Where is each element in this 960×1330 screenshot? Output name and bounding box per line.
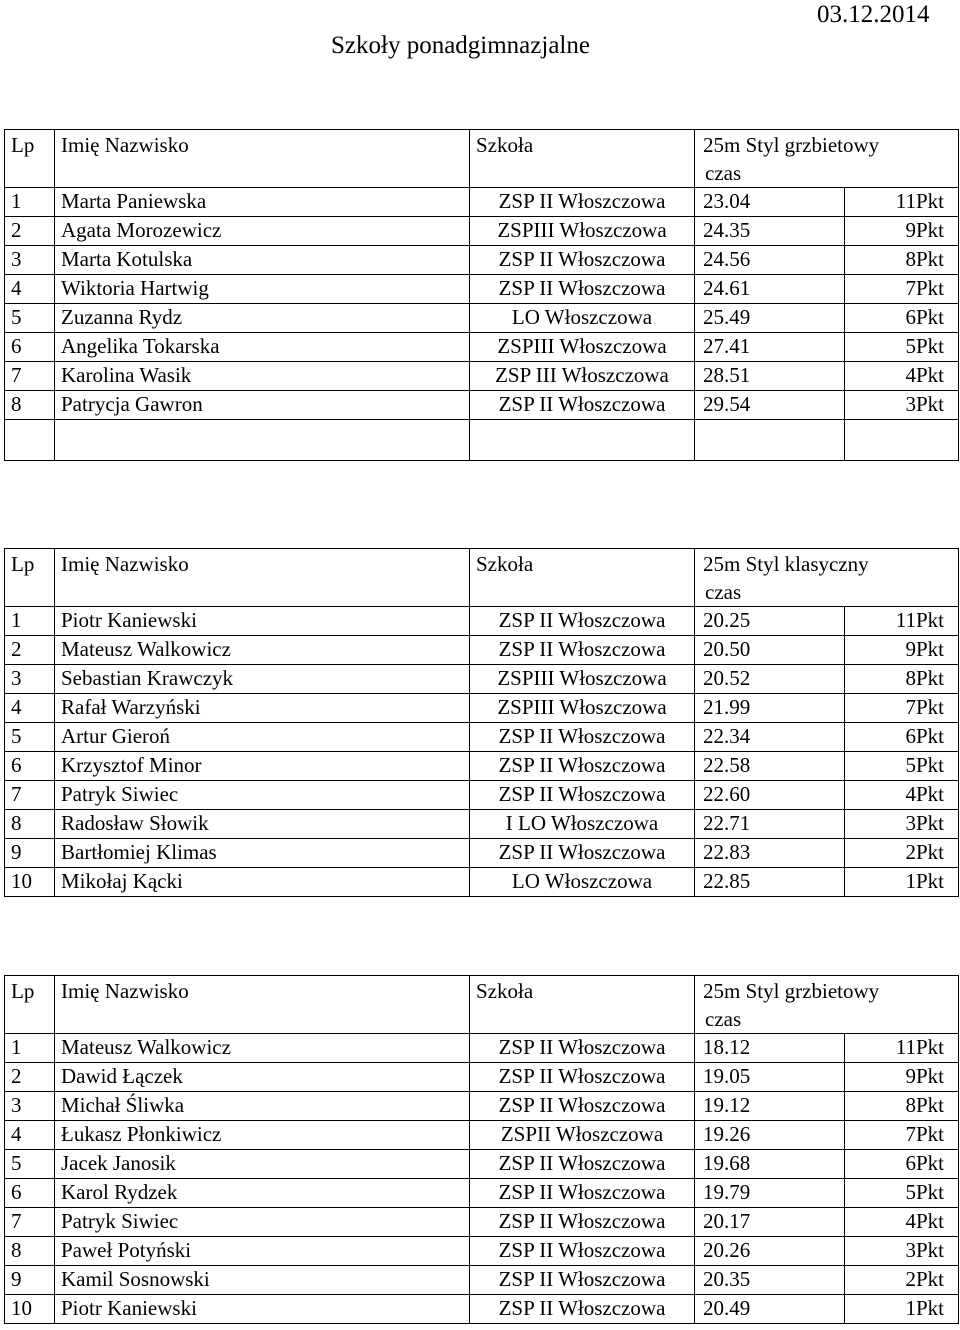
- cell-school: ZSP II Włoszczowa: [470, 1034, 695, 1063]
- table-header-row: [5, 130, 959, 188]
- cell-name: Marta Kotulska: [55, 246, 470, 275]
- cell-time: 22.85: [695, 868, 845, 897]
- cell-school: ZSP II Włoszczowa: [470, 723, 695, 752]
- cell-name: Mikołaj Kącki: [55, 868, 470, 897]
- results-table-backstroke-boys: [4, 975, 959, 1324]
- table-row: [5, 333, 959, 362]
- cell-points: 3Pkt: [845, 810, 959, 839]
- cell-time: 22.34: [695, 723, 845, 752]
- cell-school: ZSP II Włoszczowa: [470, 188, 695, 217]
- cell-time: 20.25: [695, 607, 845, 636]
- cell-time: 22.83: [695, 839, 845, 868]
- table-header-row: [5, 549, 959, 607]
- header-time-label: czas: [705, 161, 742, 185]
- cell-points: 9Pkt: [845, 1063, 959, 1092]
- results-table-backstroke-girls: [4, 129, 959, 461]
- table-row: [5, 868, 959, 897]
- header-style: [695, 130, 959, 188]
- cell-school: ZSPIII Włoszczowa: [470, 217, 695, 246]
- cell-name: Jacek Janosik: [55, 1150, 470, 1179]
- cell-lp: 10: [5, 868, 55, 897]
- cell-time: 20.17: [695, 1208, 845, 1237]
- cell-lp: 3: [5, 246, 55, 275]
- cell-school: ZSP II Włoszczowa: [470, 1237, 695, 1266]
- empty-cell: [470, 420, 695, 461]
- cell-points: 5Pkt: [845, 333, 959, 362]
- cell-school: ZSP II Włoszczowa: [470, 839, 695, 868]
- table-header-row: [5, 976, 959, 1034]
- cell-lp: 2: [5, 217, 55, 246]
- header-time-label: czas: [705, 580, 742, 604]
- table-row: [5, 1237, 959, 1266]
- header-name: Imię Nazwisko: [55, 549, 470, 607]
- cell-name: Paweł Potyński: [55, 1237, 470, 1266]
- cell-time: 22.71: [695, 810, 845, 839]
- table-row: [5, 275, 959, 304]
- empty-cell: [845, 420, 959, 461]
- cell-lp: 8: [5, 810, 55, 839]
- cell-school: ZSP II Włoszczowa: [470, 752, 695, 781]
- cell-name: Mateusz Walkowicz: [55, 636, 470, 665]
- cell-time: 19.05: [695, 1063, 845, 1092]
- cell-name: Patryk Siwiec: [55, 781, 470, 810]
- cell-points: 7Pkt: [845, 275, 959, 304]
- cell-lp: 7: [5, 1208, 55, 1237]
- header-lp: Lp: [5, 549, 55, 607]
- cell-points: 5Pkt: [845, 752, 959, 781]
- cell-name: Karol Rydzek: [55, 1179, 470, 1208]
- cell-school: ZSPIII Włoszczowa: [470, 665, 695, 694]
- cell-time: 19.26: [695, 1121, 845, 1150]
- empty-cell: [55, 420, 470, 461]
- table-row: [5, 1121, 959, 1150]
- cell-time: 25.49: [695, 304, 845, 333]
- cell-points: 8Pkt: [845, 246, 959, 275]
- cell-name: Mateusz Walkowicz: [55, 1034, 470, 1063]
- empty-row: [5, 420, 959, 461]
- cell-points: 11Pkt: [845, 1034, 959, 1063]
- table-row: [5, 781, 959, 810]
- table-row: [5, 1092, 959, 1121]
- cell-points: 3Pkt: [845, 1237, 959, 1266]
- cell-time: 18.12: [695, 1034, 845, 1063]
- cell-time: 20.35: [695, 1266, 845, 1295]
- cell-points: 4Pkt: [845, 1208, 959, 1237]
- header-style-label: 25m Styl grzbietowy: [703, 133, 880, 157]
- empty-cell: [5, 420, 55, 461]
- cell-points: 5Pkt: [845, 1179, 959, 1208]
- cell-name: Wiktoria Hartwig: [55, 275, 470, 304]
- cell-points: 2Pkt: [845, 839, 959, 868]
- cell-time: 24.56: [695, 246, 845, 275]
- cell-school: ZSP II Włoszczowa: [470, 607, 695, 636]
- table-row: [5, 1034, 959, 1063]
- cell-time: 20.49: [695, 1295, 845, 1324]
- cell-lp: 7: [5, 781, 55, 810]
- cell-lp: 9: [5, 839, 55, 868]
- table-row: [5, 1150, 959, 1179]
- cell-points: 6Pkt: [845, 1150, 959, 1179]
- cell-points: 9Pkt: [845, 217, 959, 246]
- table-row: [5, 665, 959, 694]
- cell-points: 11Pkt: [845, 188, 959, 217]
- cell-lp: 4: [5, 275, 55, 304]
- cell-points: 1Pkt: [845, 1295, 959, 1324]
- cell-school: ZSP II Włoszczowa: [470, 246, 695, 275]
- cell-school: ZSP II Włoszczowa: [470, 1092, 695, 1121]
- table-row: [5, 607, 959, 636]
- cell-school: ZSP II Włoszczowa: [470, 1179, 695, 1208]
- cell-name: Bartłomiej Klimas: [55, 839, 470, 868]
- header-style-label: 25m Styl grzbietowy: [703, 979, 880, 1003]
- cell-school: ZSP II Włoszczowa: [470, 636, 695, 665]
- cell-school: ZSPII Włoszczowa: [470, 1121, 695, 1150]
- cell-lp: 2: [5, 1063, 55, 1092]
- cell-lp: 6: [5, 333, 55, 362]
- table-row: [5, 217, 959, 246]
- cell-time: 24.35: [695, 217, 845, 246]
- cell-time: 19.12: [695, 1092, 845, 1121]
- cell-lp: 8: [5, 391, 55, 420]
- cell-points: 7Pkt: [845, 1121, 959, 1150]
- cell-lp: 6: [5, 1179, 55, 1208]
- header-school: Szkoła: [470, 549, 695, 607]
- table-row: [5, 188, 959, 217]
- cell-lp: 6: [5, 752, 55, 781]
- header-time-label: czas: [705, 1007, 742, 1031]
- header-name: Imię Nazwisko: [55, 130, 470, 188]
- cell-school: ZSP II Włoszczowa: [470, 275, 695, 304]
- cell-lp: 5: [5, 304, 55, 333]
- table-row: [5, 1266, 959, 1295]
- cell-points: 2Pkt: [845, 1266, 959, 1295]
- cell-school: LO Włoszczowa: [470, 304, 695, 333]
- cell-time: 20.52: [695, 665, 845, 694]
- cell-name: Artur Gieroń: [55, 723, 470, 752]
- table-row: [5, 391, 959, 420]
- document-title: Szkoły ponadgimnazjalne: [331, 32, 590, 59]
- cell-points: 1Pkt: [845, 868, 959, 897]
- cell-name: Dawid Łączek: [55, 1063, 470, 1092]
- cell-school: ZSP II Włoszczowa: [470, 1063, 695, 1092]
- cell-lp: 5: [5, 1150, 55, 1179]
- cell-name: Karolina Wasik: [55, 362, 470, 391]
- cell-time: 20.50: [695, 636, 845, 665]
- table-row: [5, 839, 959, 868]
- cell-name: Zuzanna Rydz: [55, 304, 470, 333]
- cell-lp: 1: [5, 1034, 55, 1063]
- table-row: [5, 1063, 959, 1092]
- cell-points: 9Pkt: [845, 636, 959, 665]
- cell-lp: 8: [5, 1237, 55, 1266]
- cell-name: Kamil Sosnowski: [55, 1266, 470, 1295]
- cell-time: 22.58: [695, 752, 845, 781]
- cell-school: ZSP II Włoszczowa: [470, 1208, 695, 1237]
- cell-lp: 3: [5, 665, 55, 694]
- cell-time: 20.26: [695, 1237, 845, 1266]
- cell-points: 4Pkt: [845, 781, 959, 810]
- header-lp: Lp: [5, 976, 55, 1034]
- cell-school: ZSPIII Włoszczowa: [470, 694, 695, 723]
- table-row: [5, 723, 959, 752]
- cell-name: Piotr Kaniewski: [55, 607, 470, 636]
- cell-name: Michał Śliwka: [55, 1092, 470, 1121]
- table-row: [5, 362, 959, 391]
- cell-lp: 9: [5, 1266, 55, 1295]
- cell-name: Radosław Słowik: [55, 810, 470, 839]
- cell-school: LO Włoszczowa: [470, 868, 695, 897]
- cell-school: ZSPIII Włoszczowa: [470, 333, 695, 362]
- document-date: 03.12.2014: [817, 1, 930, 28]
- cell-name: Krzysztof Minor: [55, 752, 470, 781]
- cell-school: ZSP III Włoszczowa: [470, 362, 695, 391]
- cell-name: Agata Morozewicz: [55, 217, 470, 246]
- cell-time: 29.54: [695, 391, 845, 420]
- cell-school: I LO Włoszczowa: [470, 810, 695, 839]
- table-row: [5, 304, 959, 333]
- cell-school: ZSP II Włoszczowa: [470, 781, 695, 810]
- cell-lp: 3: [5, 1092, 55, 1121]
- cell-name: Sebastian Krawczyk: [55, 665, 470, 694]
- cell-name: Piotr Kaniewski: [55, 1295, 470, 1324]
- header-lp: Lp: [5, 130, 55, 188]
- table-row: [5, 752, 959, 781]
- cell-school: ZSP II Włoszczowa: [470, 1150, 695, 1179]
- cell-time: 21.99: [695, 694, 845, 723]
- table-row: [5, 636, 959, 665]
- cell-name: Angelika Tokarska: [55, 333, 470, 362]
- table-row: [5, 1179, 959, 1208]
- cell-points: 8Pkt: [845, 665, 959, 694]
- header-name: Imię Nazwisko: [55, 976, 470, 1034]
- cell-lp: 4: [5, 694, 55, 723]
- cell-points: 3Pkt: [845, 391, 959, 420]
- cell-time: 22.60: [695, 781, 845, 810]
- cell-name: Łukasz Płonkiwicz: [55, 1121, 470, 1150]
- cell-name: Rafał Warzyński: [55, 694, 470, 723]
- header-school: Szkoła: [470, 976, 695, 1034]
- table-row: [5, 1208, 959, 1237]
- header-style: [695, 549, 959, 607]
- cell-lp: 1: [5, 607, 55, 636]
- cell-time: 19.79: [695, 1179, 845, 1208]
- empty-cell: [695, 420, 845, 461]
- results-table-breaststroke-boys: [4, 548, 959, 897]
- cell-points: 6Pkt: [845, 304, 959, 333]
- cell-lp: 5: [5, 723, 55, 752]
- table-row: [5, 1295, 959, 1324]
- cell-points: 11Pkt: [845, 607, 959, 636]
- cell-name: Patryk Siwiec: [55, 1208, 470, 1237]
- cell-lp: 4: [5, 1121, 55, 1150]
- cell-time: 24.61: [695, 275, 845, 304]
- cell-lp: 1: [5, 188, 55, 217]
- cell-time: 27.41: [695, 333, 845, 362]
- cell-time: 23.04: [695, 188, 845, 217]
- cell-points: 7Pkt: [845, 694, 959, 723]
- cell-school: ZSP II Włoszczowa: [470, 391, 695, 420]
- cell-lp: 7: [5, 362, 55, 391]
- cell-lp: 2: [5, 636, 55, 665]
- header-school: Szkoła: [470, 130, 695, 188]
- table-row: [5, 810, 959, 839]
- cell-time: 28.51: [695, 362, 845, 391]
- cell-school: ZSP II Włoszczowa: [470, 1295, 695, 1324]
- cell-time: 19.68: [695, 1150, 845, 1179]
- cell-points: 8Pkt: [845, 1092, 959, 1121]
- table-row: [5, 246, 959, 275]
- cell-name: Patrycja Gawron: [55, 391, 470, 420]
- table-row: [5, 694, 959, 723]
- header-style: [695, 976, 959, 1034]
- cell-lp: 10: [5, 1295, 55, 1324]
- cell-name: Marta Paniewska: [55, 188, 470, 217]
- cell-points: 6Pkt: [845, 723, 959, 752]
- cell-points: 4Pkt: [845, 362, 959, 391]
- header-style-label: 25m Styl klasyczny: [703, 552, 869, 576]
- cell-school: ZSP II Włoszczowa: [470, 1266, 695, 1295]
